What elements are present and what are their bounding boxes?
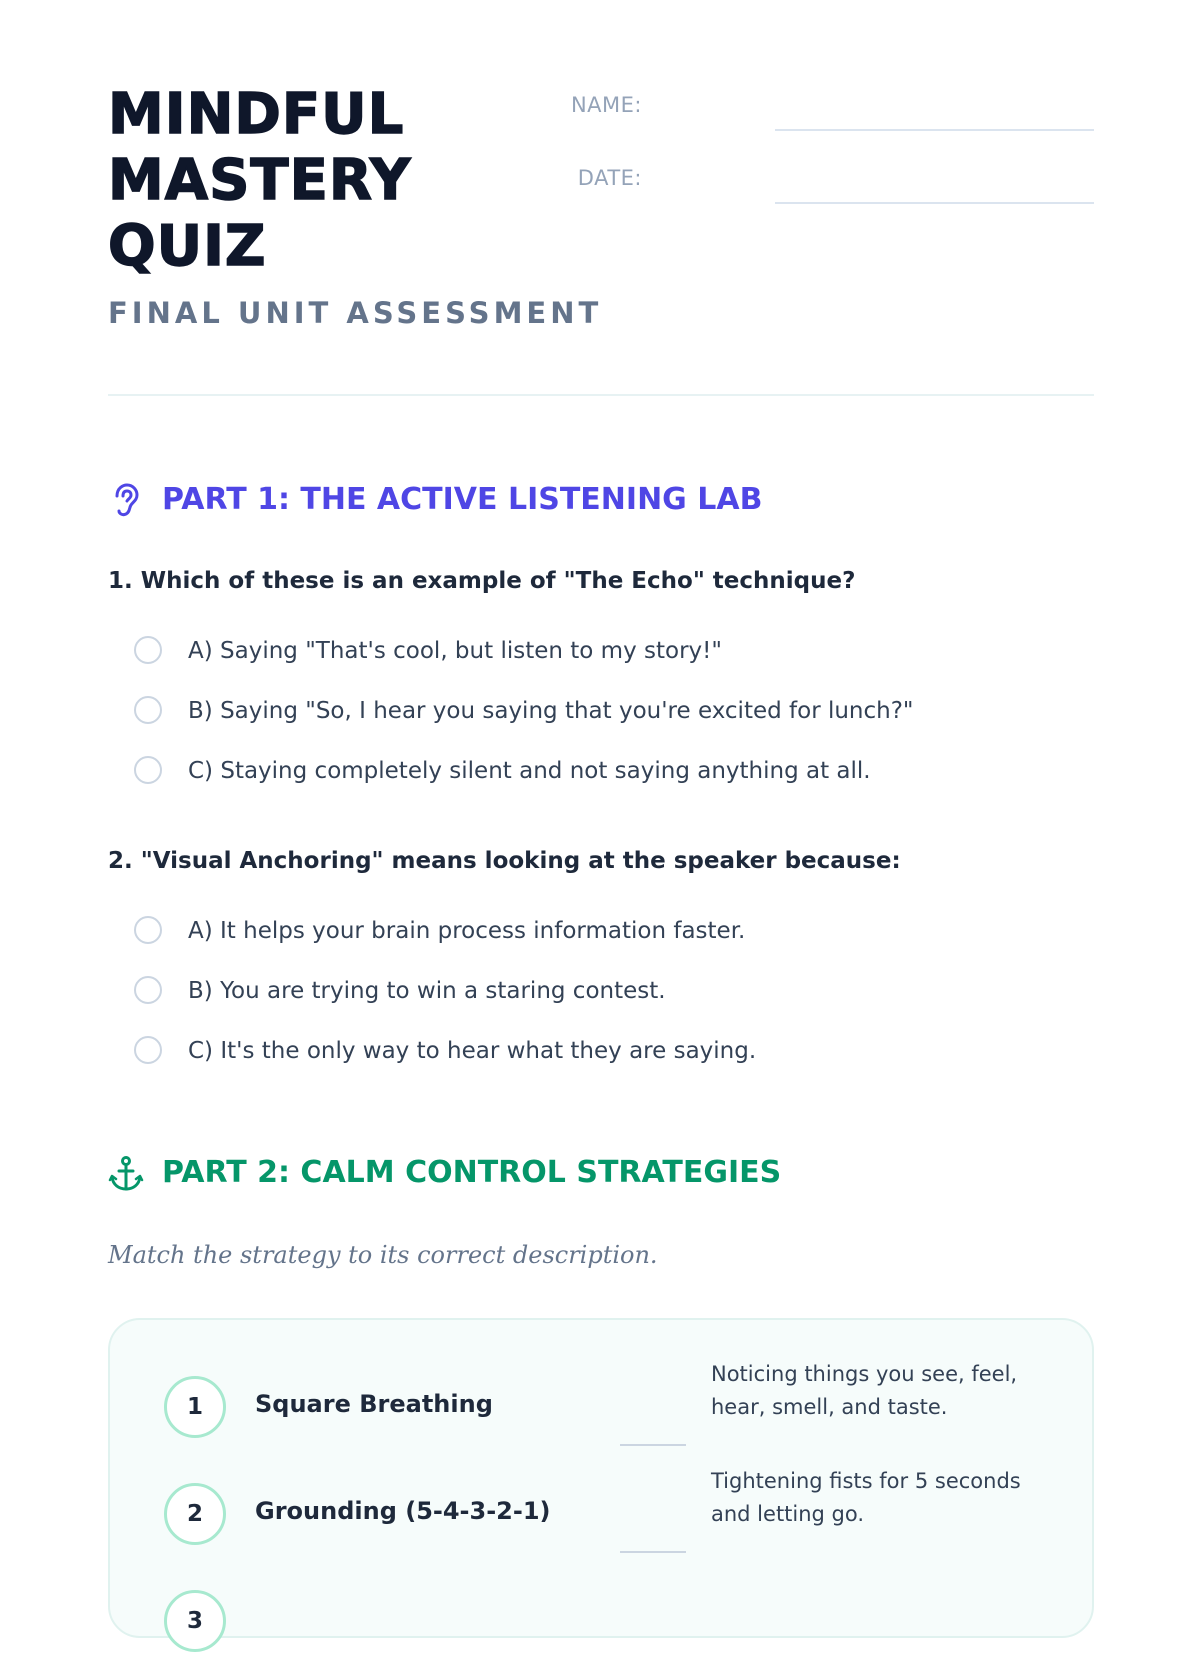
q1-option-a[interactable] <box>134 634 1034 670</box>
radio-button[interactable] <box>134 636 162 664</box>
option-label: C) Staying completely silent and not saying anything at all. <box>188 758 871 784</box>
strategy-description: Noticing things you see, feel, hear, smell, and taste. <box>711 1362 1018 1419</box>
match-row <box>110 1469 1092 1561</box>
matching-instructions: Match the strategy to its correct description. <box>108 1241 658 1269</box>
ear-icon <box>108 482 144 520</box>
radio-button[interactable] <box>134 976 162 1004</box>
part1-header <box>108 480 1094 520</box>
part2-title: PART 2: CALM CONTROL STRATEGIES <box>162 1155 782 1190</box>
page-subtitle: FINAL UNIT ASSESSMENT <box>108 296 603 330</box>
radio-button[interactable] <box>134 916 162 944</box>
q2-option-a[interactable] <box>134 914 1034 950</box>
header-divider <box>108 394 1094 396</box>
number-badge: 1 <box>164 1376 226 1438</box>
date-field[interactable] <box>548 158 1094 208</box>
match-row <box>110 1362 1092 1454</box>
name-input-line[interactable] <box>775 129 1094 131</box>
question-2: 2. "Visual Anchoring" means looking at the speaker because: <box>108 848 901 874</box>
answer-blank[interactable] <box>620 1444 686 1446</box>
title-line: MINDFUL <box>108 82 405 147</box>
part1-title: PART 1: THE ACTIVE LISTENING LAB <box>162 482 763 517</box>
title-line: QUIZ <box>108 214 267 279</box>
date-label: DATE: <box>577 166 642 190</box>
option-label: A) It helps your brain process information faster. <box>188 918 746 944</box>
anchor-icon <box>108 1155 144 1193</box>
question-1: 1. Which of these is an example of "The Echo" technique? <box>108 568 856 594</box>
strategy-label: Square Breathing <box>255 1390 493 1418</box>
option-label: C) It's the only way to hear what they are saying. <box>188 1038 757 1064</box>
strategy-label: Grounding (5-4-3-2-1) <box>255 1497 551 1525</box>
number-badge: 2 <box>164 1483 226 1545</box>
match-row <box>110 1588 1092 1668</box>
title-line: MASTERY <box>108 148 412 213</box>
radio-button[interactable] <box>134 756 162 784</box>
radio-button[interactable] <box>134 696 162 724</box>
name-field[interactable] <box>548 85 1094 135</box>
q1-option-b[interactable] <box>134 694 1034 730</box>
number-badge: 3 <box>164 1590 226 1652</box>
date-input-line[interactable] <box>775 202 1094 204</box>
page-title <box>108 82 568 280</box>
answer-blank[interactable] <box>620 1551 686 1553</box>
name-label: NAME: <box>570 93 642 117</box>
strategy-description: Tightening fists for 5 seconds and letting go. <box>711 1469 1021 1526</box>
quiz-page <box>108 0 1094 1634</box>
option-label: B) You are trying to win a staring contest. <box>188 978 666 1004</box>
matching-card <box>108 1318 1094 1638</box>
option-label: B) Saying "So, I hear you saying that you're excited for lunch?" <box>188 698 914 724</box>
q1-option-c[interactable] <box>134 754 1034 790</box>
part2-header <box>108 1153 1094 1193</box>
radio-button[interactable] <box>134 1036 162 1064</box>
q2-option-b[interactable] <box>134 974 1034 1010</box>
q2-option-c[interactable] <box>134 1034 1034 1070</box>
option-label: A) Saying "That's cool, but listen to my story!" <box>188 638 722 664</box>
